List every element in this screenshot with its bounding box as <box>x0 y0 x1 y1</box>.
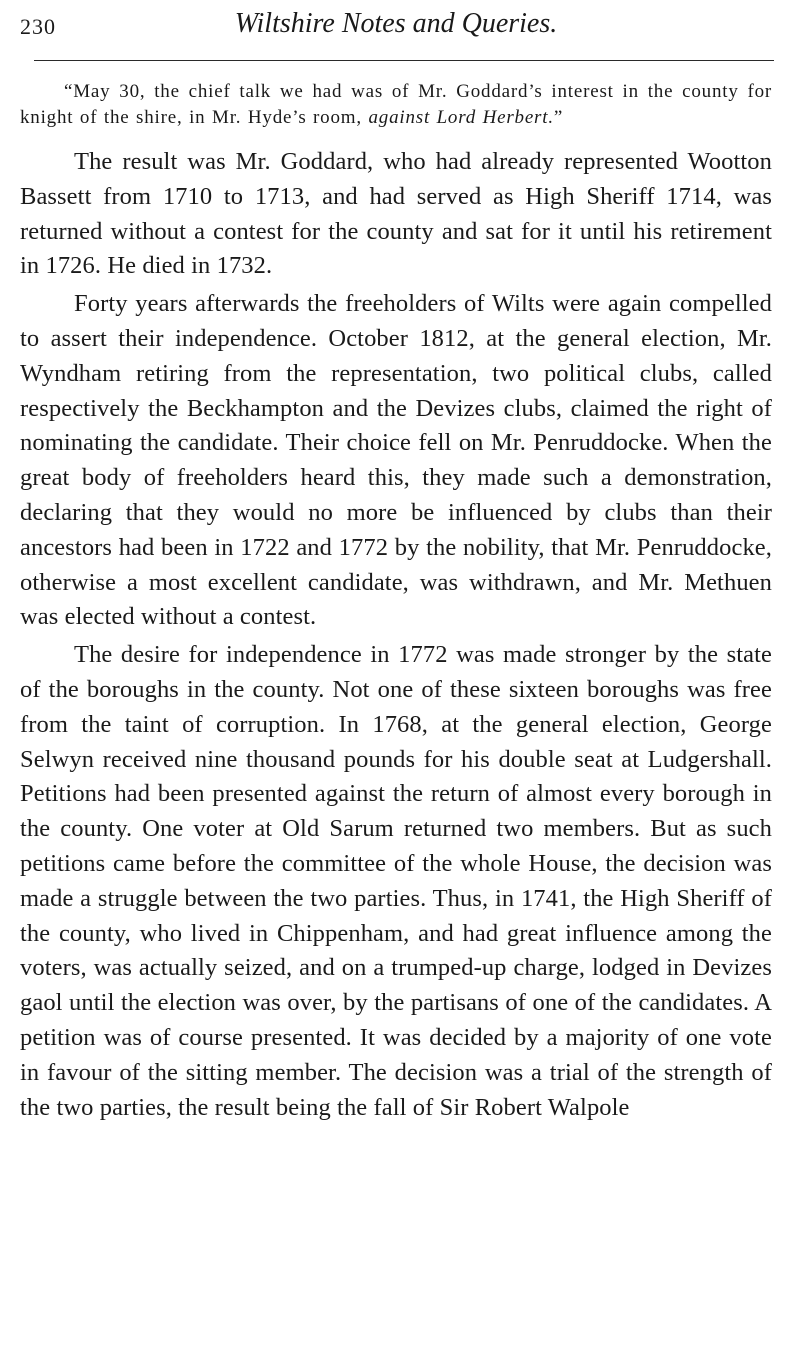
running-title: Wiltshire Notes and Queries. <box>234 8 558 39</box>
book-page <box>20 6 772 1125</box>
quoted-passage <box>20 79 772 131</box>
quote-close: ” <box>553 107 564 128</box>
quote-text: “May 30, the chief talk we had was of Mr. Goddard’s interest in the county for knight of the shire, in Mr. Hyde’s room, <box>20 81 772 128</box>
paragraph-freeholders-independence: Forty years afterwards the freeholders of Wilts were again compelled to assert their independence. October 1812, at the general election, Mr. Wyndham retiring from the representation, two political clubs, called respectively the Beckhampton and the Devizes clubs, claimed the right of nominating the candidate. Their choice fell on Mr. Penruddocke. When the great body of freeholders heard this, they made such a demonstration, declaring that they would no more be influenced by clubs than their ancestors had been in 1722 and 1772 by the nobility, that Mr. Penruddocke, otherwise a most excellent candidate, was withdrawn, and Mr. Methuen was elected without a contest. <box>20 290 772 631</box>
header-rule <box>34 60 774 61</box>
page-number: 230 <box>20 14 56 39</box>
paragraph-goddard-result: The result was Mr. Goddard, who had already represented Wootton Bassett from 1710 to 1713, and had served as High Sheriff 1714, was returned without a contest for the county and sat for it until his retirement in 1726. He died in 1732. <box>20 148 772 280</box>
paragraph-borough-corruption: The desire for independence in 1772 was made stronger by the state of the boroughs in the county. Not one of these sixteen boroughs was free from the taint of corruption. In 1768, at the general election, George Selwyn received nine thousand pounds for his double seat at Ludgershall. Petitions had been presented against the return of almost every borough in the county. One voter at Old Sarum returned two members. But as such petitions came before the committee of the whole House, the decision was made a struggle between the two parties. Thus, in 1741, the High Sheriff of the county, who lived in Chippenham, and had great influence among the voters, was actually seized, and on a trumped-up charge, lodged in Devizes gaol until the election was over, by the partisans of one of the candidates. A petition was of course presented. It was decided by a majority of one vote in favour of the sitting member. The decision was a trial of the strength of the two parties, the result being the fall of Sir Robert Walpole <box>20 641 772 1121</box>
page-header <box>20 6 772 46</box>
quote-emphasis: against Lord Herbert. <box>368 107 554 128</box>
